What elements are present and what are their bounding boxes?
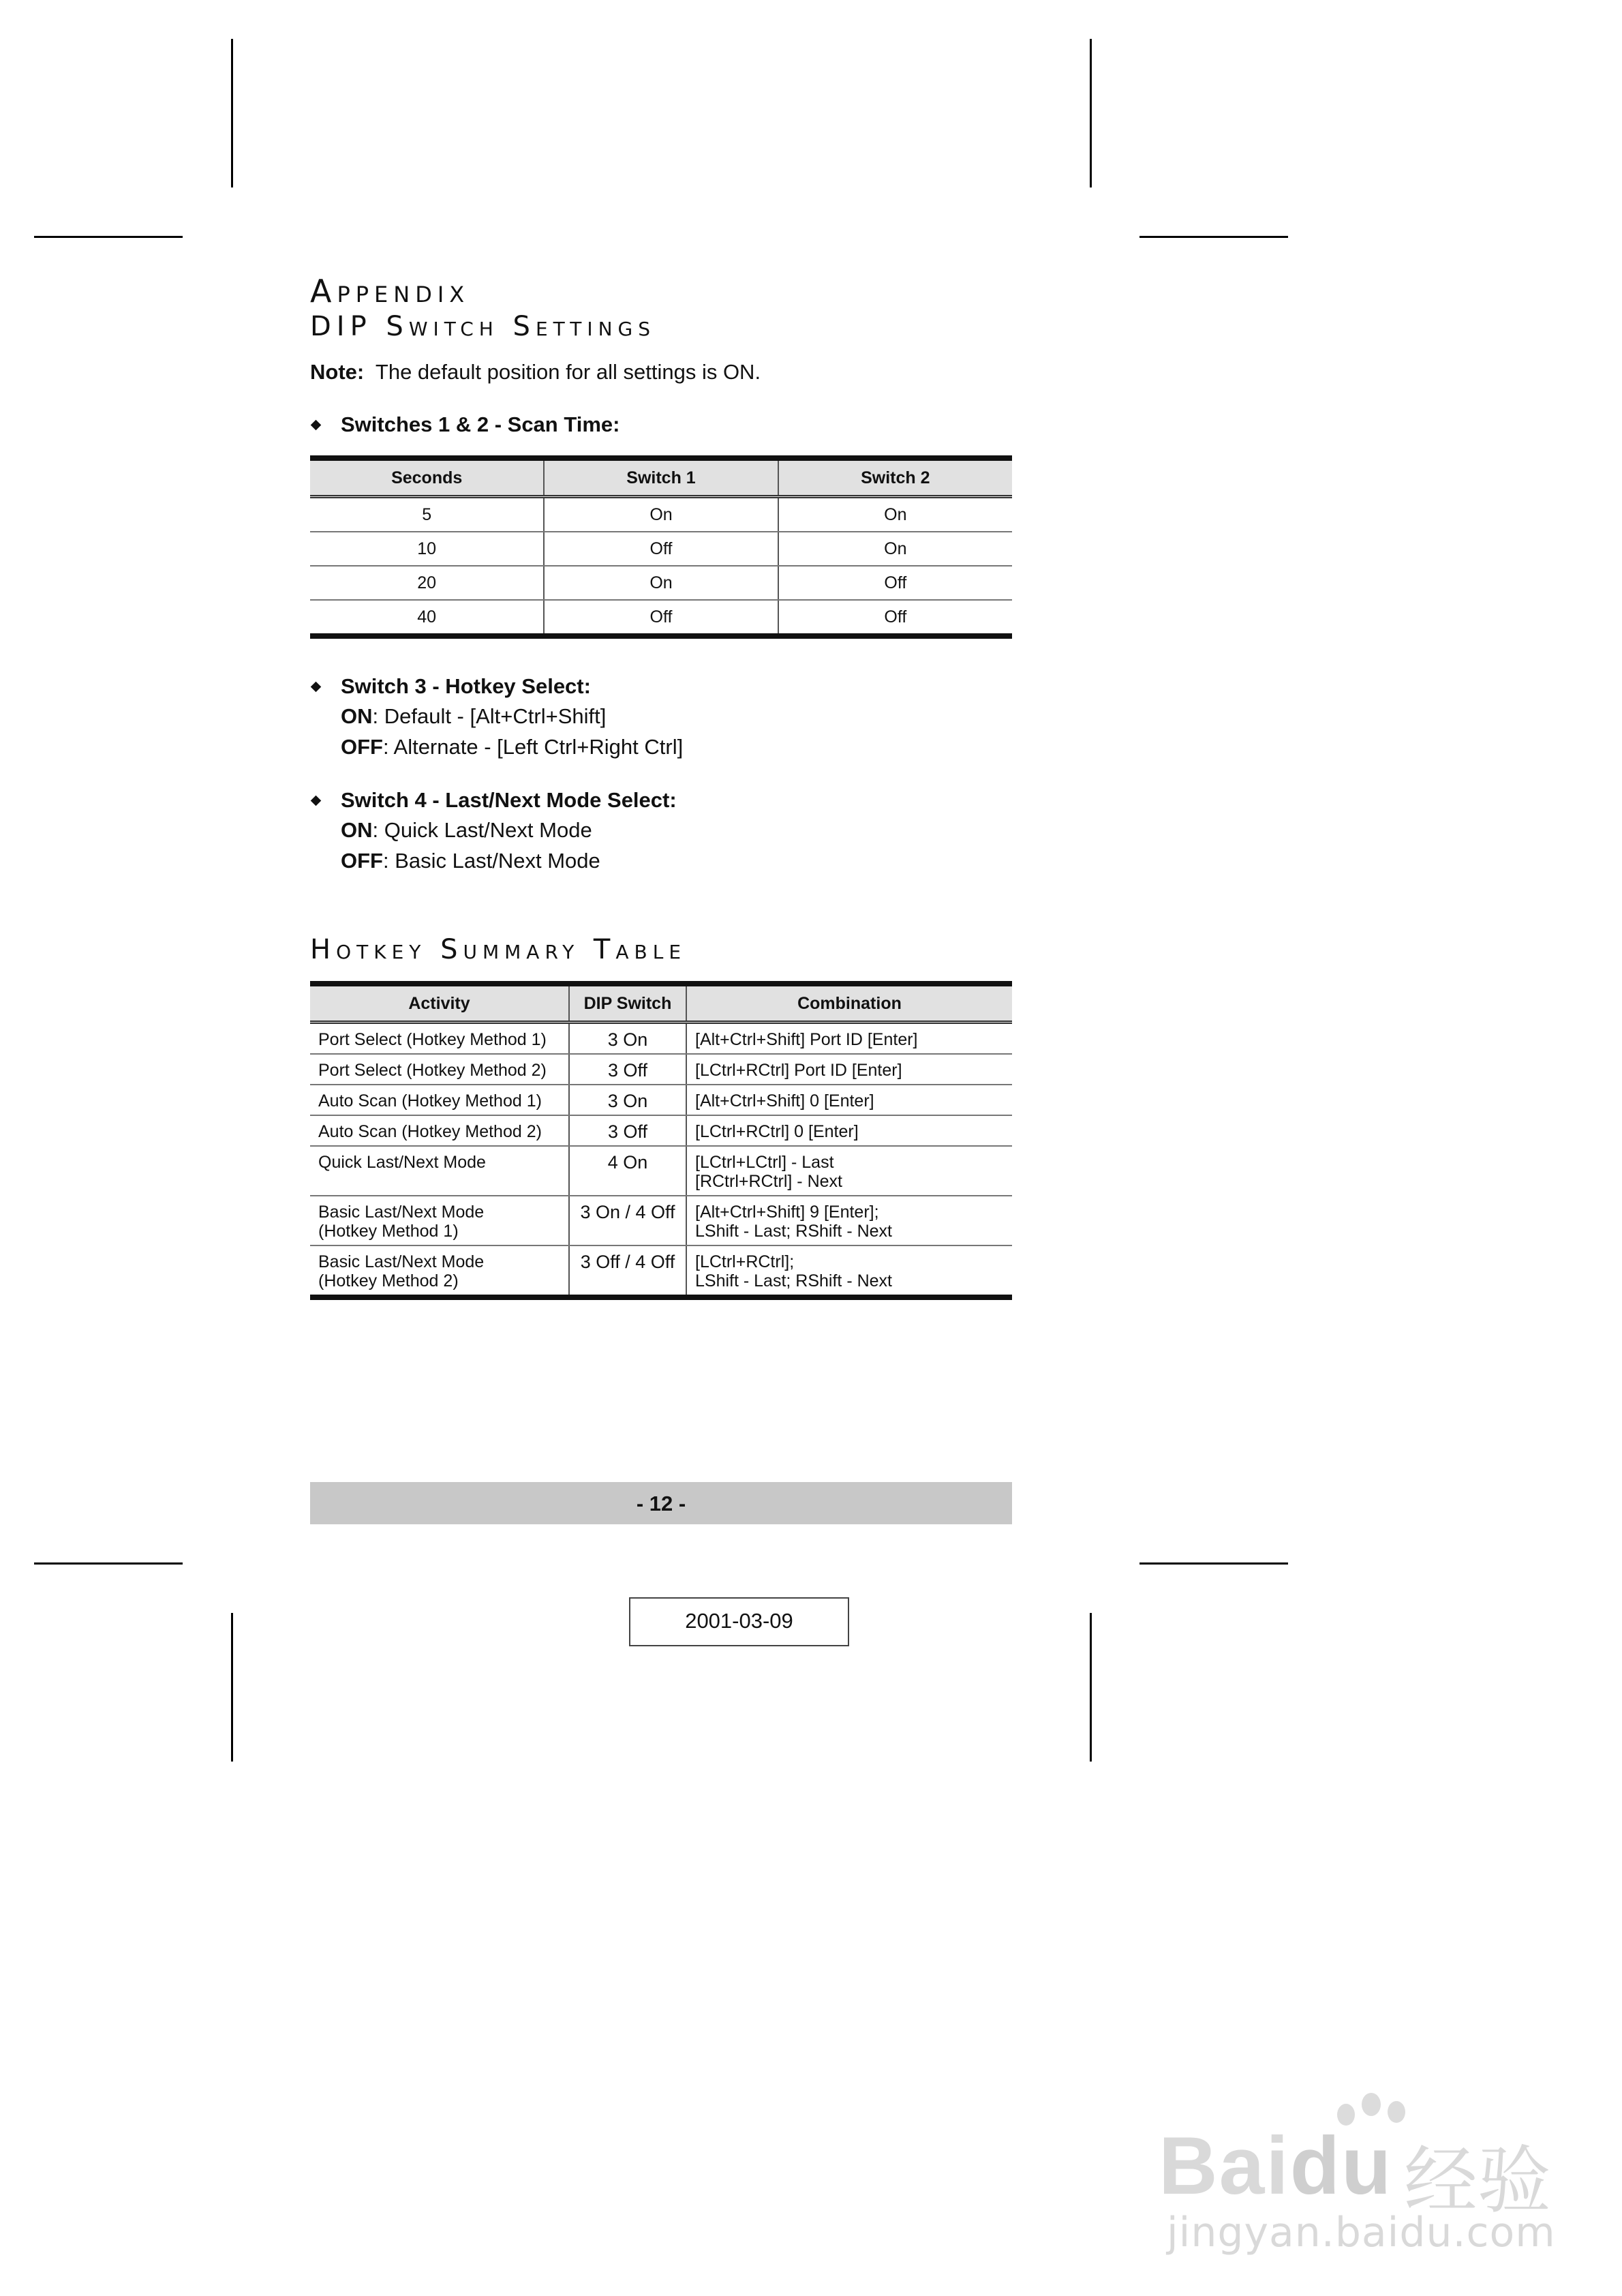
cell-switch-1: Off <box>544 532 778 566</box>
cell-activity: Auto Scan (Hotkey Method 2) <box>310 1115 569 1146</box>
cell-switch-1: On <box>544 566 778 600</box>
table-row <box>310 1054 1012 1085</box>
cell-activity: Basic Last/Next Mode (Hotkey Method 1) <box>310 1196 569 1245</box>
cell-dip-switch: 3 Off <box>569 1115 686 1146</box>
table-row <box>310 1196 1012 1245</box>
cell-combination: [LCtrl+RCtrl] Port ID [Enter] <box>686 1054 1012 1085</box>
crop-mark-bottom-right-h <box>1139 1562 1288 1565</box>
cell-switch-1: Off <box>544 600 778 636</box>
mode-select-off: OFF: Basic Last/Next Mode <box>341 849 600 873</box>
paw-icon <box>1362 2093 1381 2116</box>
watermark-cn: 经验 <box>1404 2139 1552 2224</box>
cell-dip-switch: 3 Off <box>569 1054 686 1085</box>
cell-activity: Auto Scan (Hotkey Method 1) <box>310 1085 569 1115</box>
cell-switch-2: Off <box>778 566 1012 600</box>
cell-activity: Basic Last/Next Mode (Hotkey Method 2) <box>318 1252 485 1290</box>
page-footer-bar <box>310 1482 1012 1524</box>
note-text: The default position for all settings is ON. <box>375 360 761 384</box>
column-header-switch-1: Switch 1 <box>544 458 778 497</box>
cell-combination: [LCtrl+RCtrl]; LShift - Last; RShift - Next <box>686 1245 1012 1297</box>
cell-seconds: 20 <box>310 566 544 600</box>
scan-time-table <box>310 455 1012 639</box>
page-number: - 12 - <box>636 1492 686 1515</box>
crop-mark-bottom-left-h <box>34 1562 183 1565</box>
cell-activity: Quick Last/Next Mode <box>310 1146 569 1196</box>
table-row <box>310 497 1012 532</box>
cell-seconds: 5 <box>310 497 544 532</box>
cell-dip-switch: 3 Off / 4 Off <box>569 1245 686 1297</box>
column-header-activity: Activity <box>310 984 569 1023</box>
cell-seconds: 10 <box>310 532 544 566</box>
cell-combination: [LCtrl+RCtrl] 0 [Enter] <box>686 1115 1012 1146</box>
section-heading: Appendix <box>310 273 470 309</box>
column-header-seconds: Seconds <box>310 458 544 497</box>
cell-activity: Port Select (Hotkey Method 2) <box>310 1054 569 1085</box>
column-header-switch-2: Switch 2 <box>778 458 1012 497</box>
bullet-icon <box>311 682 322 693</box>
cell-switch-2: Off <box>778 600 1012 636</box>
hotkey-summary-heading: Hotkey Summary Table <box>310 934 687 965</box>
mode-select-heading: Switch 4 - Last/Next Mode Select: <box>341 788 677 812</box>
cell-dip-switch: 3 On <box>569 1085 686 1115</box>
crop-mark-bottom-right <box>1090 1613 1092 1762</box>
bullet-icon <box>311 420 322 431</box>
cell-switch-2: On <box>778 532 1012 566</box>
cell-activity: Port Select (Hotkey Method 1) <box>310 1023 569 1055</box>
watermark-url: jingyan.baidu.com <box>1167 2209 1556 2256</box>
table-row <box>310 566 1012 600</box>
cell-seconds: 40 <box>417 607 437 626</box>
cell-combination: [Alt+Ctrl+Shift] 9 [Enter]; LShift - Last; RShift - Next <box>686 1196 1012 1245</box>
cell-combination: [LCtrl+LCtrl] - Last [RCtrl+RCtrl] - Next <box>686 1146 1012 1196</box>
table-row <box>310 600 1012 636</box>
hotkey-select-on: ON: Default - [Alt+Ctrl+Shift] <box>341 704 607 728</box>
note-line <box>310 360 761 384</box>
crop-mark-top-left-h <box>34 236 183 238</box>
cell-switch-2: On <box>778 497 1012 532</box>
crop-mark-bottom-left <box>231 1613 233 1762</box>
table-row <box>310 1146 1012 1196</box>
cell-combination: [Alt+Ctrl+Shift] Port ID [Enter] <box>686 1023 1012 1055</box>
cell-dip-switch: 4 On <box>569 1146 686 1196</box>
subsection-heading: DIP Switch Settings <box>310 311 656 342</box>
cell-switch-1: On <box>544 497 778 532</box>
table-header-row <box>310 984 1012 1023</box>
date-box: 2001-03-09 <box>629 1597 849 1646</box>
table-header-row <box>310 458 1012 497</box>
bullet-icon <box>311 796 322 806</box>
cell-dip-switch: 3 On / 4 Off <box>569 1196 686 1245</box>
cell-combination: [Alt+Ctrl+Shift] 0 [Enter] <box>686 1085 1012 1115</box>
mode-select-on: ON: Quick Last/Next Mode <box>341 818 592 842</box>
table-row <box>310 1085 1012 1115</box>
cell-dip-switch: 3 On <box>569 1023 686 1055</box>
table-row <box>310 1245 1012 1297</box>
hotkey-select-heading: Switch 3 - Hotkey Select: <box>341 674 591 698</box>
crop-mark-top-right-h <box>1139 236 1288 238</box>
crop-mark-top-right <box>1090 39 1092 187</box>
crop-mark-top-left <box>231 39 233 187</box>
table-row <box>310 1023 1012 1055</box>
watermark-brand: Baidu <box>1159 2120 1393 2211</box>
table-row <box>310 1115 1012 1146</box>
table-row <box>310 532 1012 566</box>
note-label: Note: <box>310 360 365 384</box>
hotkey-summary-table <box>310 981 1012 1300</box>
scan-time-heading: Switches 1 & 2 - Scan Time: <box>341 412 620 436</box>
hotkey-select-off: OFF: Alternate - [Left Ctrl+Right Ctrl] <box>341 735 684 759</box>
column-header-combination: Combination <box>686 984 1012 1023</box>
column-header-dip-switch: DIP Switch <box>569 984 686 1023</box>
